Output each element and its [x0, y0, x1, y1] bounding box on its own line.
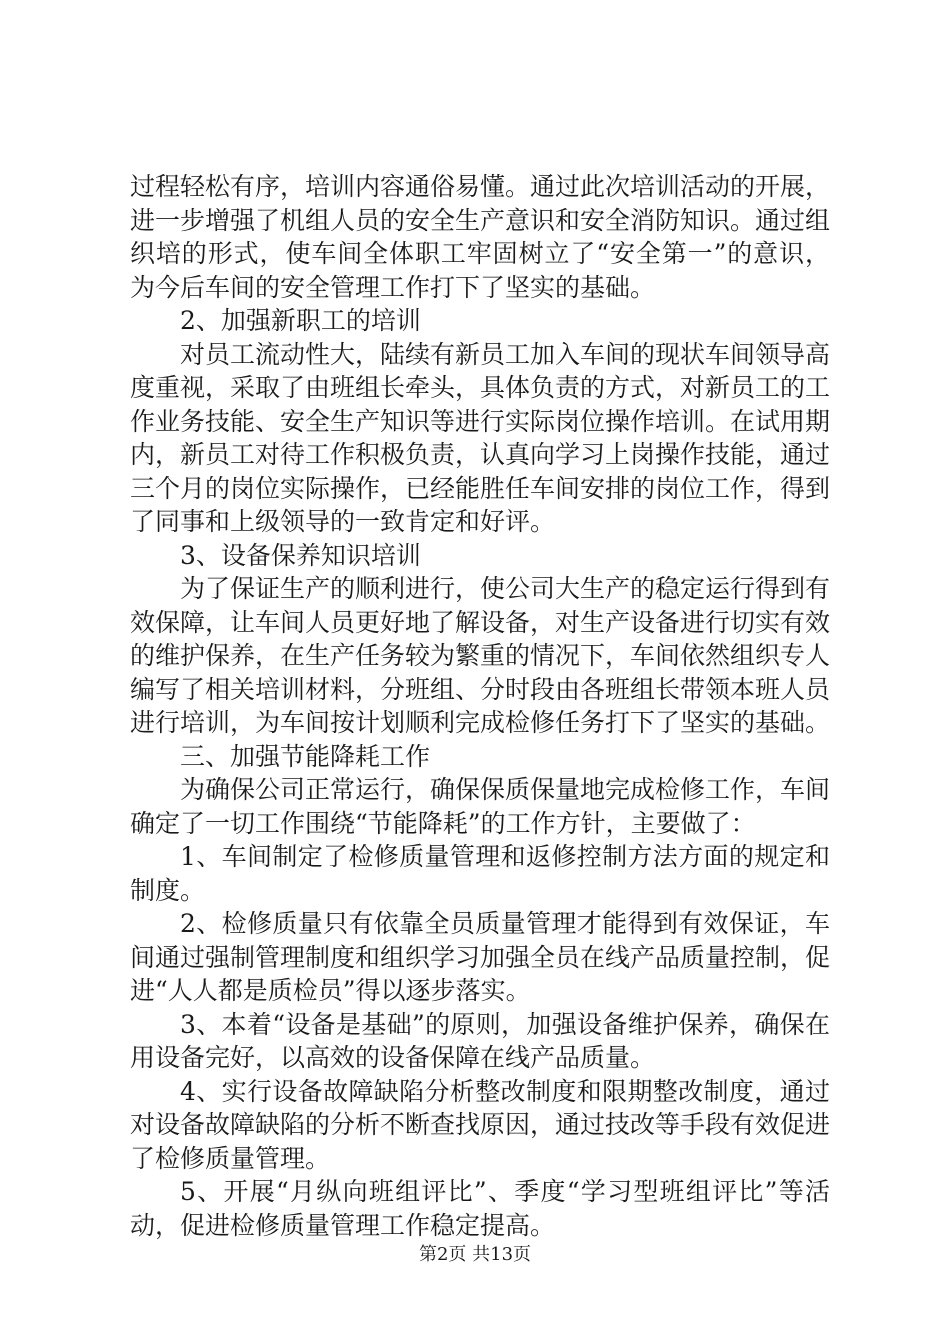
list-item: 3、本着“设备是基础”的原则，加强设备维护保养，确保在用设备完好，以高效的设备保障在线产品质量。 [130, 1009, 830, 1072]
document-body [130, 170, 830, 1242]
paragraph: 为了保证生产的顺利进行，使公司大生产的稳定运行得到有效保障，让车间人员更好地了解设备，对生产设备进行切实有效的维护保养，在生产任务较为繁重的情况下，车间依然组织专人编写了相关培训材料，分班组、分时段由各班组长带领本班人员进行培训，为车间按计划顺利完成检修任务打下了坚实的基础。 [130, 574, 831, 737]
page-footer: 第2页 共13页 [418, 1244, 532, 1265]
paragraph-heading: 3、设备保养知识培训 [180, 540, 421, 570]
list-item: 2、检修质量只有依靠全员质量管理才能得到有效保证，车间通过强制管理制度和组织学习加强全员在线产品质量控制，促进“人人都是质检员”得以逐步落实。 [130, 909, 831, 1005]
paragraph-heading: 2、加强新职工的培训 [180, 306, 421, 335]
paragraph: 为确保公司正常运行，确保保质保量地完成检修工作，车间确定了一切工作围绕“节能降耗”的工作方针，主要做了： [130, 775, 831, 838]
paragraph: 对员工流动性大，陆续有新员工加入车间的现状车间领导高度重视，采取了由班组长牵头，具体负责的方式，对新员工的工作业务技能、安全生产知识等进行实际岗位操作培训。在试用期内，新员工对待工作积极负责，认真向学习上岗操作技能，通过三个月的岗位实际操作，已经能胜任车间安排的岗位工作，得到了同事和上级领导的一致肯定和好评。 [130, 339, 831, 536]
list-item: 5、开展“月纵向班组评比”、季度“学习型班组评比”等活动，促进检修质量管理工作稳定提高。 [130, 1177, 830, 1240]
section-heading: 三、加强节能降耗工作 [180, 741, 431, 771]
paragraph: 过程轻松有序，培训内容通俗易懂。通过此次培训活动的开展，进一步增强了机组人员的安全生产意识和安全消防知识。通过组织培的形式，使车间全体职工牢固树立了“安全第一”的意识，为今后车间的安全管理工作打下了坚实的基础。 [130, 172, 831, 302]
list-item: 1、车间制定了检修质量管理和返修控制方法方面的规定和制度。 [130, 842, 830, 905]
list-item: 4、实行设备故障缺陷分析整改制度和限期整改制度，通过对设备故障缺陷的分析不断查找原因，通过技改等手段有效促进了检修质量管理。 [130, 1076, 831, 1173]
